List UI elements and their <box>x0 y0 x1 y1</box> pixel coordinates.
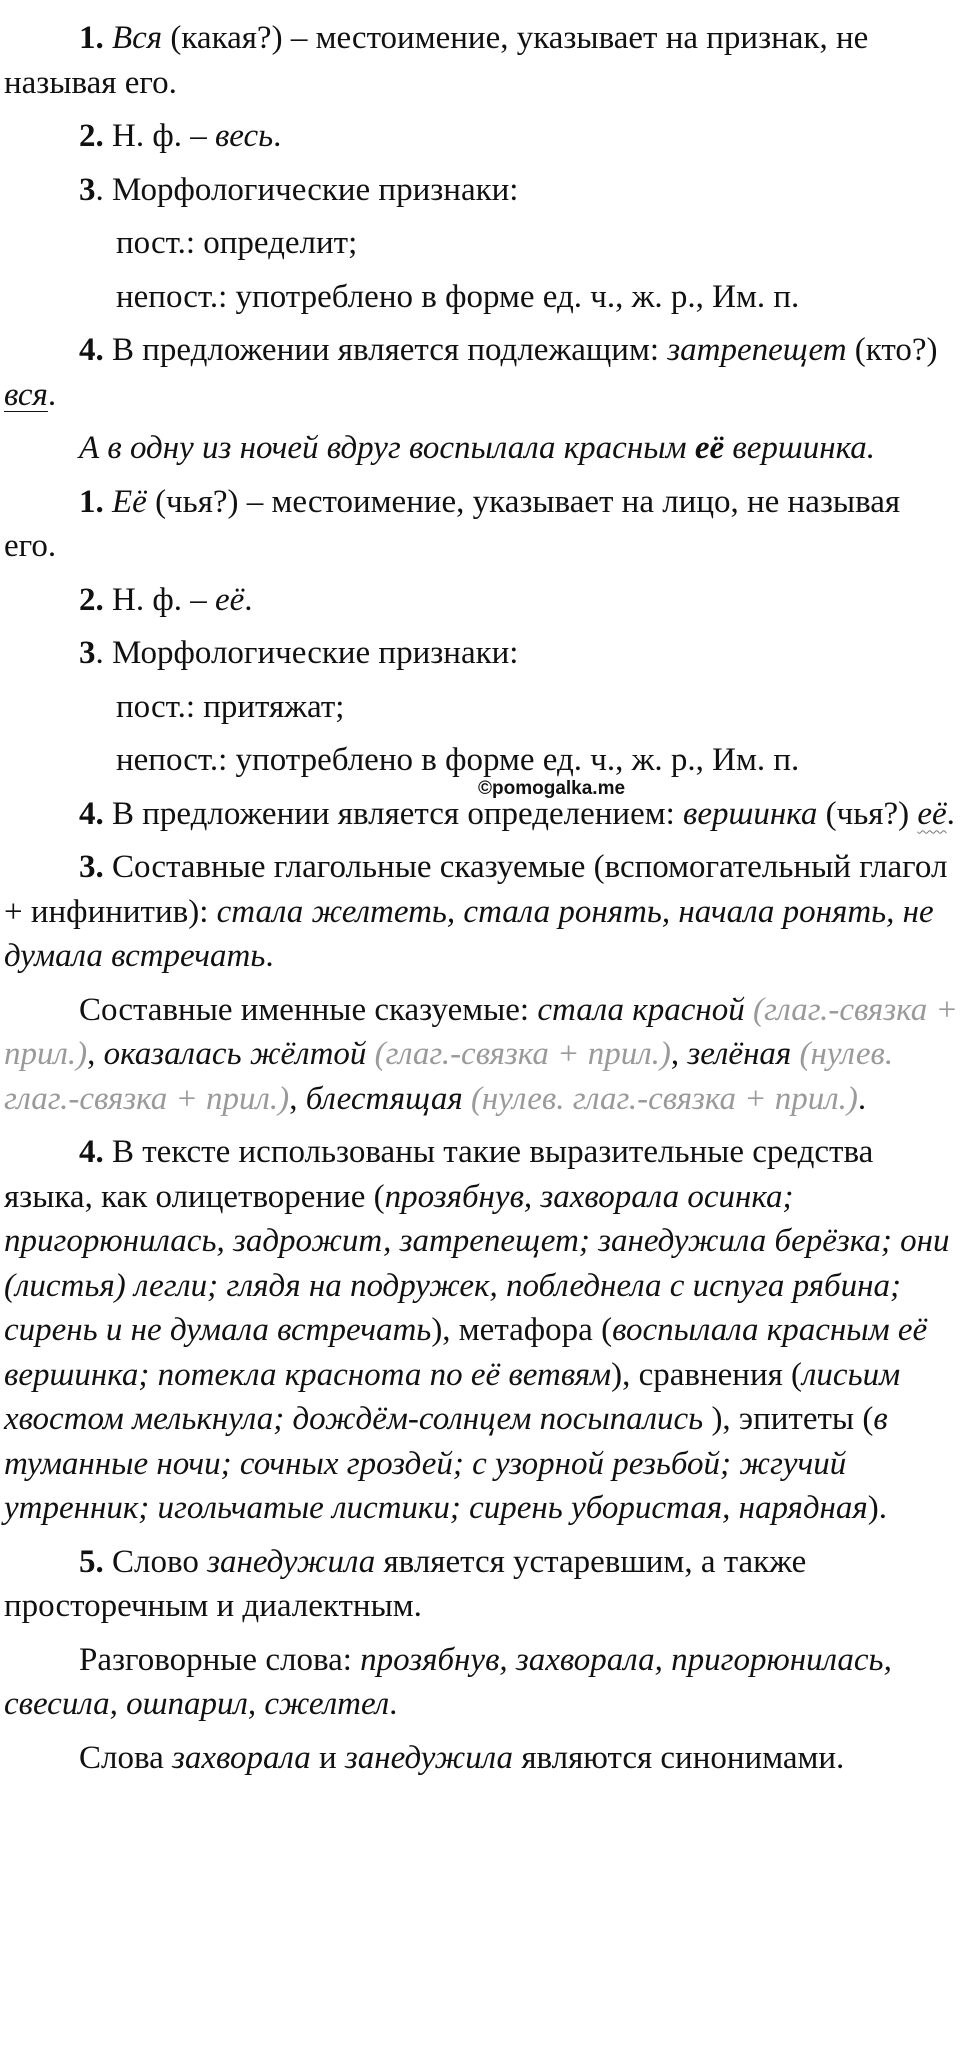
paragraph-vsya-variable-features <box>4 275 960 320</box>
text: (кто?) <box>854 332 938 368</box>
paragraph-eyo-definition <box>4 480 960 569</box>
examples-italic: прозябнув, захворала осинка; пригорюнилась, задрожит, затрепещет; занедужила берёзка; они (листья) легли; глядя на подружек, побледнела с испуга рябина; сирень и не думала встречать <box>4 1178 950 1348</box>
text: , <box>670 1036 680 1072</box>
example-italic: стала красной <box>537 991 745 1028</box>
example-italic: блестящая <box>305 1080 463 1117</box>
word-italic: Её <box>112 483 147 520</box>
text: В предложении является подлежащим: <box>112 332 660 368</box>
watermark: ©pomogalka.me <box>478 778 626 799</box>
word-italic: вершинка <box>683 795 818 832</box>
text: Н. ф. – <box>112 118 207 154</box>
examples-italic: прозябнув, захворала, пригорюнилась, свесила, ошпарил, сжелтел <box>4 1641 892 1722</box>
text: Разговорные слова: <box>79 1641 352 1678</box>
text: (какая?) – местоимение, указывает на признак, не называя его. <box>4 20 869 101</box>
text: (чья?) <box>825 795 910 832</box>
text: пост.: притяжат; <box>116 688 345 725</box>
text: . <box>265 938 274 974</box>
gray-note: (глаг.-связка + прил.) <box>374 1036 671 1072</box>
text: непост.: употреблено в форме ед. ч., ж. р., Им. п. <box>116 278 800 315</box>
gray-note: (глаг.-связка + прил.) <box>4 991 958 1072</box>
text: ), эпитеты ( <box>711 1401 874 1437</box>
paragraph-expressive-means <box>4 1130 960 1531</box>
text: В тексте использованы такие выразительные средства языка, как олицетворение ( <box>4 1134 874 1215</box>
gray-note: (нулев. глаг.-связка + прил.) <box>4 1036 894 1117</box>
gray-note: (нулев. глаг.-связка + прил.) <box>470 1080 858 1117</box>
paragraph-eyo-initial-form <box>4 578 960 623</box>
text: пост.: определит; <box>116 225 358 261</box>
text: . Морфологические признаки: <box>95 635 519 671</box>
text: ). <box>867 1490 888 1526</box>
word-italic: захворала <box>172 1739 311 1776</box>
paragraph-eyo-constant-features <box>4 685 960 730</box>
text: Слова <box>79 1739 164 1776</box>
text: В предложении является определением: <box>112 795 675 832</box>
example-italic: зелёная <box>687 1036 792 1072</box>
text: Составные именные сказуемые: <box>79 991 530 1028</box>
paragraph-eyo-morph-heading <box>4 631 960 676</box>
examples-italic: воспылала красным её вершинка; потекла краснота по её ветвям <box>4 1312 928 1393</box>
item-number: 1. <box>79 483 104 520</box>
item-number: 2. <box>79 581 104 618</box>
paragraph-colloquial-words <box>4 1638 960 1727</box>
word-italic: её <box>214 581 245 618</box>
paragraph-vsya-syntax-role <box>4 328 960 417</box>
examples-italic: в туманные ночи; сочных гроздей; с узорной резьбой; жгучий утренник; игольчатые листики; сирень убористая, нарядная <box>4 1401 888 1526</box>
text: непост.: употреблено в форме ед. ч., ж. р., Им. п. <box>116 742 800 778</box>
item-number: 5. <box>79 1543 104 1580</box>
text: является устаревшим, а также просторечным и диалектным. <box>4 1543 807 1624</box>
text: , <box>289 1080 298 1117</box>
word-wavy-underlined-attribute: её <box>917 795 947 832</box>
word-bold-italic: её <box>694 430 725 466</box>
text: . <box>47 376 57 413</box>
item-number: 3. <box>79 849 104 885</box>
item-number: 1. <box>79 20 104 56</box>
text: . <box>273 118 282 154</box>
word-italic: занедужила <box>344 1739 514 1776</box>
paragraph-example-sentence <box>4 426 960 471</box>
examples-italic: стала желтеть, стала ронять, начала ронять, не думала встречать <box>4 893 934 974</box>
sentence-italic: А в одну из ночей вдруг воспылала красным <box>79 430 687 466</box>
word-italic: затрепещет <box>667 332 847 368</box>
text: ), метафора ( <box>431 1312 613 1348</box>
paragraph-compound-verbal-predicates <box>4 845 960 979</box>
paragraph-archaic-word <box>4 1540 960 1629</box>
paragraph-compound-nominal-predicates <box>4 988 960 1122</box>
paragraph-vsya-initial-form <box>4 114 960 159</box>
examples-italic: лисьим хвостом мелькнула; дождём-солнцем посыпались <box>4 1356 901 1437</box>
text: Слово <box>112 1543 199 1580</box>
text: Составные глагольные сказуемые (вспомогательный глагол + инфинитив): <box>4 849 948 930</box>
paragraph-vsya-constant-features <box>4 221 960 266</box>
text: . <box>389 1686 398 1722</box>
paragraph-eyo-variable-features <box>4 738 960 783</box>
item-number: 4. <box>79 795 104 832</box>
item-number: 4. <box>79 332 104 368</box>
item-number: 3 <box>79 171 96 208</box>
item-number: 3 <box>79 635 96 671</box>
paragraph-synonyms <box>4 1736 960 1781</box>
text: и <box>318 1739 337 1776</box>
text: ), сравнения ( <box>611 1356 803 1393</box>
text: . <box>244 581 253 618</box>
text: . <box>857 1080 867 1117</box>
word-italic: весь <box>214 118 274 154</box>
word-italic: Вся <box>112 20 163 56</box>
sentence-italic: вершинка. <box>732 430 876 466</box>
item-number: 2. <box>79 118 104 154</box>
text: . Морфологические признаки: <box>95 171 519 208</box>
word-underlined-subject: вся <box>4 376 48 413</box>
paragraph-vsya-morph-heading <box>4 168 960 213</box>
text: , <box>87 1036 96 1072</box>
text: являются синонимами. <box>521 1739 845 1776</box>
example-italic: оказалась жёлтой <box>103 1036 367 1072</box>
text: (чья?) – местоимение, указывает на лицо, не называя его. <box>4 483 901 564</box>
paragraph-vsya-definition <box>4 16 960 105</box>
item-number: 4. <box>79 1134 104 1170</box>
text: Н. ф. – <box>112 581 207 618</box>
text: . <box>946 795 955 832</box>
word-italic: занедужила <box>207 1543 376 1580</box>
